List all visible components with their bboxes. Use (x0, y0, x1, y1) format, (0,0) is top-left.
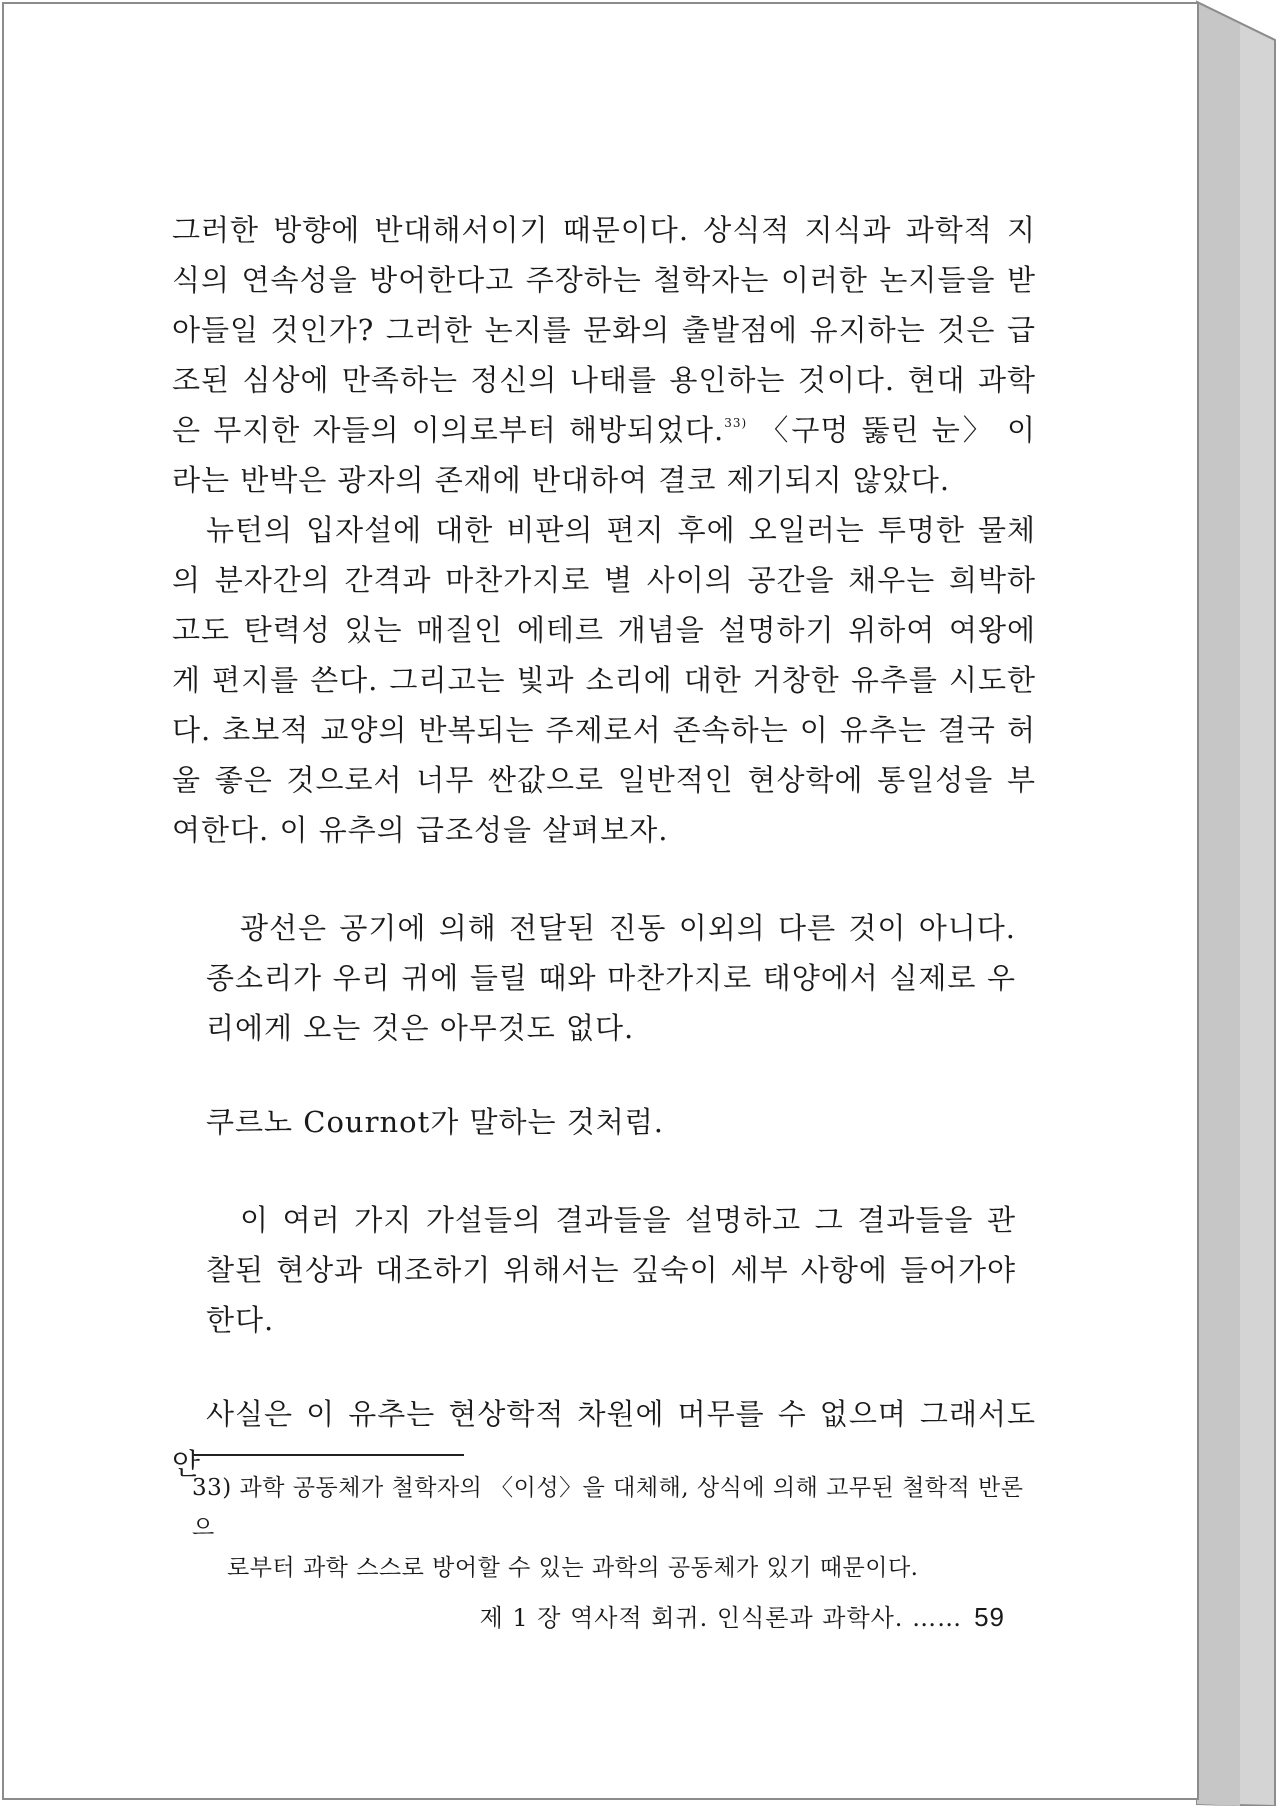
paragraph-1 (172, 205, 1036, 505)
cournot-line: 쿠르노 Cournot가 말하는 것처럼. (206, 1105, 664, 1139)
paragraph-2: 뉴턴의 입자설에 대한 비판의 편지 후에 오일러는 투명한 물체의 분자간의 간격과 마찬가지로 별 사이의 공간을 채우는 희박하고도 탄력성 있는 매질인 에테르 개념을 설명하기 위하여 여왕에게 편지를 쓴다. 그리고는 빛과 소리에 대한 거창한 유추를 시도한다. 초보적 교양의 반복되는 주제로서 존속하는 이 유추는 결국 허울 좋은 것으로서 너무 싼값으로 일반적인 현상학에 통일성을 부여한다. 이 유추의 급조성을 살펴보자. (172, 513, 1036, 847)
footnote-line-2: 로부터 과학 스스로 방어할 수 있는 과학의 공동체가 있기 때문이다. (227, 1555, 919, 1581)
footnote-line-1: 33) 과학 공동체가 철학자의 〈이성〉을 대체해, 상식에 의해 고무된 철학적 반론으 (192, 1475, 1024, 1541)
chapter-title: 제 1 장 역사적 회귀. 인식론과 과학사. …… (479, 1604, 963, 1632)
running-footer (480, 1598, 1005, 1633)
spacer (172, 1147, 1036, 1195)
spacer (172, 1345, 1036, 1389)
page-number: 59 (974, 1602, 1005, 1632)
footnote-33 (192, 1468, 1038, 1588)
paragraph-3: 사실은 이 유추는 현상학적 차원에 머무를 수 없으며 그래서도 안 (172, 1397, 1036, 1481)
paragraph-1-text-cont: 〈구멍 뚫린 눈〉 이라는 반박은 광자의 존재에 반대하여 결코 제기되지 않았다. (172, 413, 1036, 497)
page-body (172, 205, 1036, 1489)
quotation-euler: 광선은 공기에 의해 전달된 진동 이외의 다른 것이 아니다. 종소리가 우리 귀에 들릴 때와 마찬가지로 태양에서 실제로 우리에게 오는 것은 아무것도 없다. (206, 911, 1016, 1045)
paragraph-1-text: 그러한 방향에 반대해서이기 때문이다. 상식적 지식과 과학적 지식의 연속성을 방어한다고 주장하는 철학자는 이러한 논지들을 받아들일 것인가? 그러한 논지를 문화의 출발점에 유지하는 것은 급조된 심상에 만족하는 정신의 나태를 용인하는 것이다. 현대 과학은 무지한 자들의 이의로부터 해방되었다. (172, 213, 1036, 447)
spacer (172, 1053, 1036, 1097)
footnote-reference-33[interactable]: 33) (724, 416, 748, 430)
quotation-cournot: 이 여러 가지 가설들의 결과들을 설명하고 그 결과들을 관찰된 현상과 대조하기 위해서는 깊숙이 세부 사항에 들어가야 한다. (206, 1203, 1016, 1337)
footnote-divider (192, 1454, 464, 1456)
spacer (172, 855, 1036, 903)
